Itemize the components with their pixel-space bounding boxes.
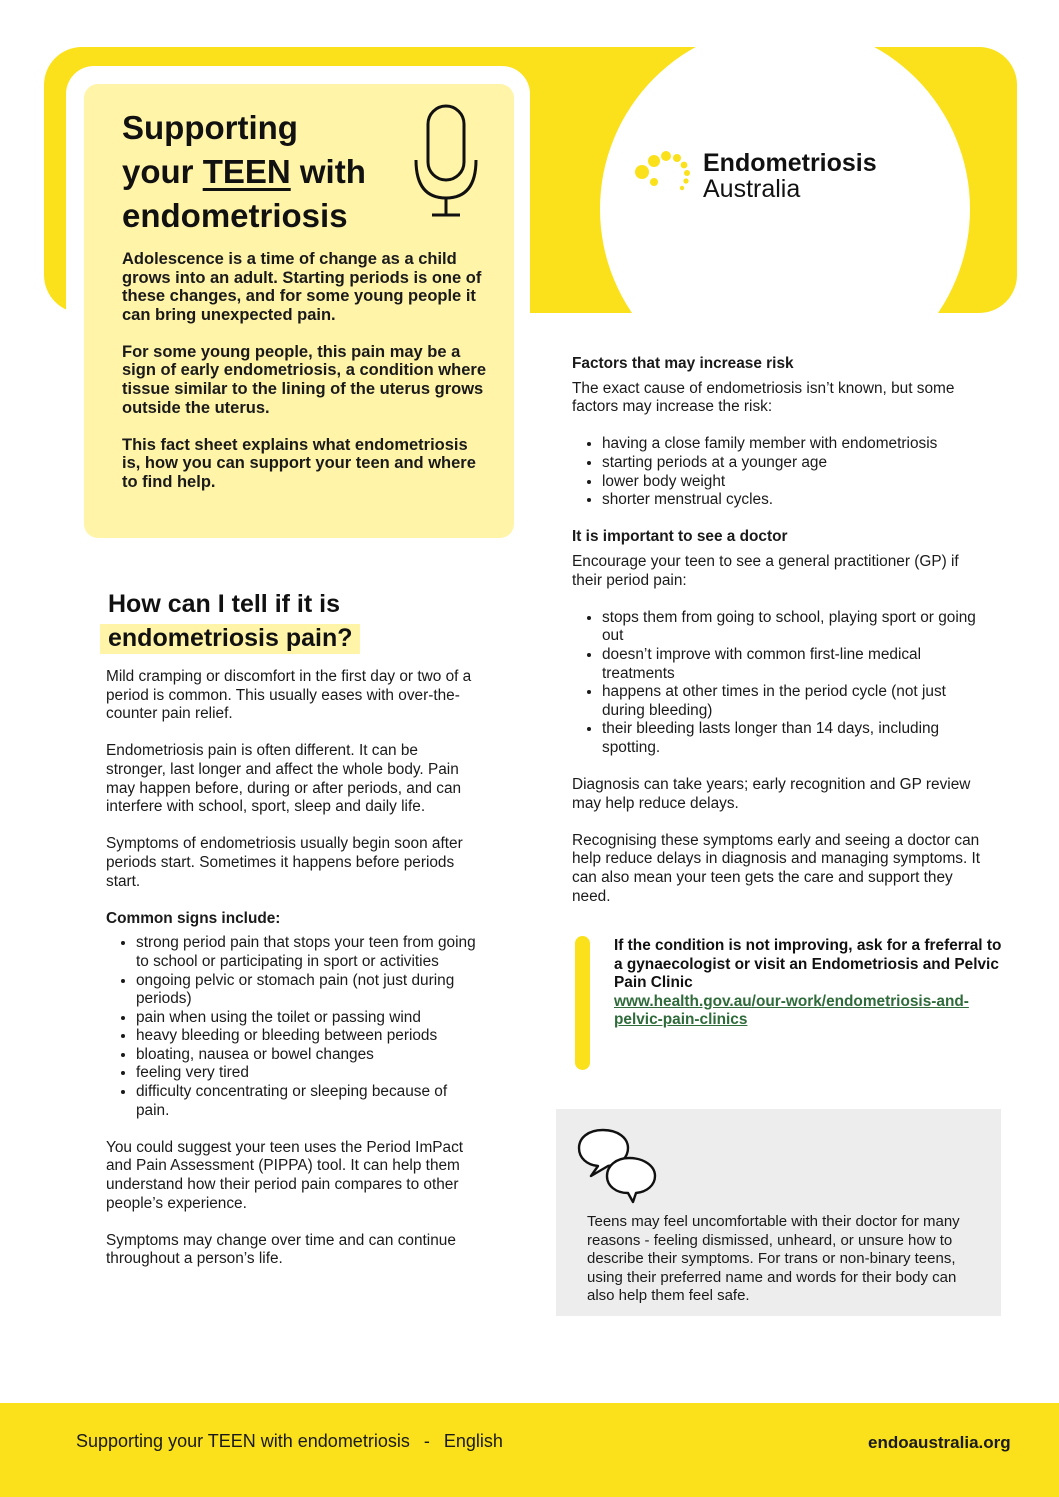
footer-title-text: Supporting your TEEN with endometriosis — [76, 1431, 410, 1451]
page-title — [122, 106, 422, 238]
recognising-paragraph: Recognising these symptoms early and seeing a doctor can help reduce delays in diagnosis and managing symptoms. It can also mean your teen gets the care and support they need. — [572, 831, 981, 905]
doctor-intro: Encourage your teen to see a general practitioner (GP) if their period pain: — [572, 552, 959, 589]
risk-heading: Factors that may increase risk — [572, 355, 794, 372]
footer-title — [76, 1431, 503, 1452]
logo-dots-icon — [632, 150, 696, 194]
callout-accent-bar — [575, 936, 590, 1070]
right-column — [572, 355, 992, 925]
title-line-3: endometriosis — [122, 197, 348, 234]
risk-intro: The exact cause of endometriosis isn’t known, but some factors may increase the risk: — [572, 379, 955, 416]
logo-circle — [600, 24, 970, 394]
risk-list — [572, 435, 992, 509]
list-item: • stops them from going to school, playing sport or going out — [602, 609, 992, 646]
list-item: • heavy bleeding or bleeding between periods — [136, 1027, 478, 1046]
diagnosis-paragraph: Diagnosis can take years; early recognition and GP review may help reduce delays. — [572, 776, 971, 812]
left-paragraph-2: Endometriosis pain is often different. It can be stronger, last longer and affect the whole body. Pain may happen before, during or after periods, and can interfere with school, sport, sleep and daily life. — [106, 742, 462, 816]
list-item: • doesn’t improve with common first-line medical treatments — [602, 646, 992, 683]
left-paragraph-3: Symptoms of endometriosis usually begin soon after periods start. Sometimes it happens before periods start. — [106, 835, 463, 890]
doctor-list — [572, 609, 992, 758]
left-paragraph-5: Symptoms may change over time and can continue throughout a person’s life. — [106, 1231, 456, 1268]
intro-paragraph-2: For some young people, this pain may be a sign of early endometriosis, a condition where tissue similar to the lining of the uterus grows outside the uterus. — [122, 342, 486, 417]
clinics-link[interactable]: www.health.gov.au/our-work/endometriosis-and-pelvic-pain-clinics — [614, 992, 969, 1029]
footer-website-link[interactable]: endoaustralia.org — [868, 1433, 1011, 1452]
intro-paragraph-3: This fact sheet explains what endometriosis is, how you can support your teen and where to find help. — [122, 435, 476, 491]
signs-heading: Common signs include: — [106, 909, 281, 927]
footer-language: English — [443, 1431, 503, 1451]
list-item: • shorter menstrual cycles. — [602, 491, 992, 510]
callout — [614, 937, 1009, 1030]
section-heading-line-2: endometriosis pain? — [108, 624, 360, 654]
title-line-1: Supporting — [122, 109, 298, 146]
microphone-icon — [408, 102, 484, 220]
list-item: • difficulty concentrating or sleeping because of pain. — [136, 1083, 478, 1120]
list-item: • feeling very tired — [136, 1064, 478, 1083]
logo-line-2: Australia — [703, 175, 801, 203]
doctor-heading: It is important to see a doctor — [572, 528, 788, 546]
signs-list — [106, 934, 478, 1120]
title-line-2b: with — [290, 153, 366, 190]
intro-paragraph-1: Adolescence is a time of change as a child grows into an adult. Starting periods is one of these changes, and for some young people it can bring unexpected pain. — [122, 250, 482, 324]
list-item: • strong period pain that stops your teen from going to school or participating in sport or activities — [136, 934, 478, 971]
list-item: • ongoing pelvic or stomach pain (not just during periods) — [136, 972, 478, 1009]
list-item: • starting periods at a younger age — [602, 454, 992, 473]
section-heading — [108, 587, 360, 655]
list-item: • their bleeding lasts longer than 14 days, including spotting. — [602, 720, 992, 757]
list-item: • pain when using the toilet or passing wind — [136, 1009, 478, 1028]
left-paragraph-1: Mild cramping or discomfort in the first day or two of a period is common. This usually eases with over-the-counter pain relief. — [106, 668, 472, 723]
intro-text — [122, 250, 490, 510]
list-item: • bloating, nausea or bowel changes — [136, 1046, 478, 1065]
chat-bubbles-icon — [576, 1126, 658, 1204]
callout-text: If the condition is not improving, ask for a freferral to a gynaecologist or visit an Endometriosis and Pelvic Pain Clinic — [614, 937, 1002, 992]
list-item: • lower body weight — [602, 473, 992, 492]
left-paragraph-4: You could suggest your teen uses the Period ImPact and Pain Assessment (PIPPA) tool. It can help them understand how their period pain compares to other people’s experience. — [106, 1138, 464, 1212]
list-item: • happens at other times in the period cycle (not just during bleeding) — [602, 683, 992, 720]
footer-separator: - — [423, 1431, 430, 1451]
left-column — [106, 668, 478, 1288]
info-box-text: Teens may feel uncomfortable with their doctor for many reasons - feeling dismissed, unheard, or unsure how to describe their symptoms. For trans or non-binary teens, using their preferred name and words for their body can also help them feel safe. — [587, 1213, 960, 1305]
list-item: • having a close family member with endometriosis — [602, 435, 992, 454]
title-teen: TEEN — [202, 153, 291, 190]
logo-line-1: Endometriosis — [703, 149, 877, 177]
title-line-2a: your — [122, 153, 203, 190]
section-heading-line-1: How can I tell if it is — [108, 590, 340, 618]
logo — [703, 150, 877, 202]
